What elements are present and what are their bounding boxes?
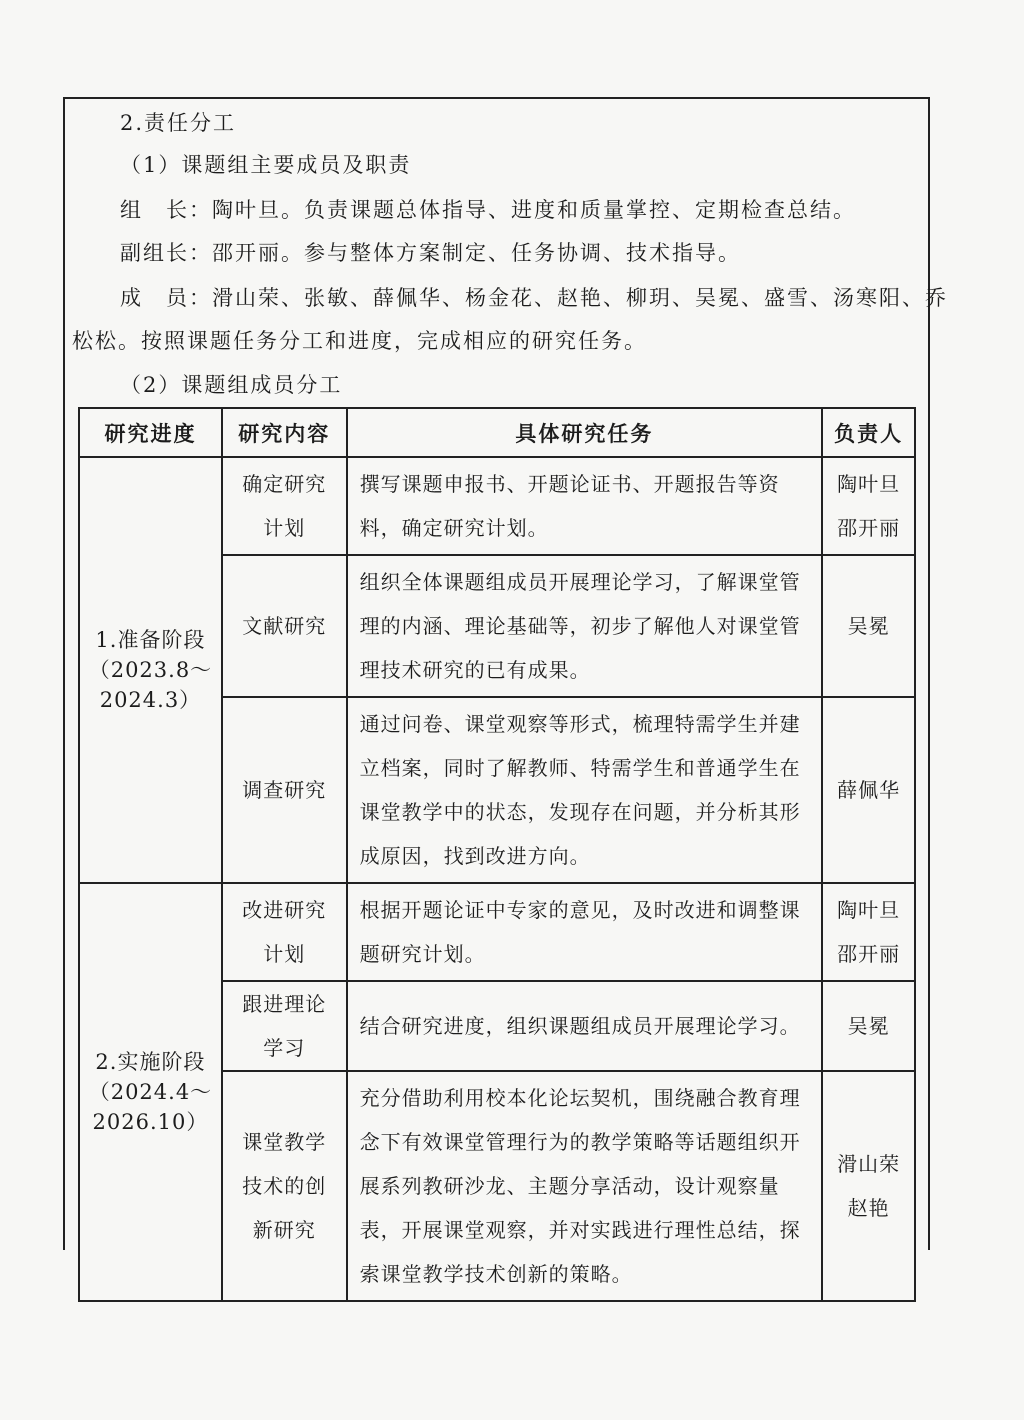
content-line: 技术的创 [242,1174,327,1198]
content-cell [222,1071,347,1301]
content-cell [222,555,347,697]
lead-name: 薛佩华 [837,778,901,802]
lead-name: 赵艳 [847,1196,890,1220]
division-table [78,407,916,1302]
header-progress: 研究进度 [79,408,222,457]
lead-name: 陶叶旦 [837,898,901,922]
content-line: 课堂教学 [242,1130,327,1154]
stage-period-end: 2026.10） [92,1110,209,1134]
content-cell [222,981,347,1071]
stage-period-start: （2023.8～ [88,658,213,682]
stage-period-start: （2024.4～ [88,1080,213,1104]
lead-cell [822,883,915,981]
lead-name: 邵开丽 [837,942,901,966]
stage-cell-preparation [79,457,222,883]
header-content: 研究内容 [222,408,347,457]
lead-name: 吴冕 [847,614,890,638]
table-header-row [79,408,915,457]
section-heading: 2.责任分工 [120,111,237,135]
task-cell: 根据开题论证中专家的意见，及时改进和调整课题研究计划。 [347,883,823,981]
content-cell [222,697,347,883]
task-cell: 撰写课题申报书、开题论证书、开题报告等资料，确定研究计划。 [347,457,823,555]
deputy-line: 副组长：邵开丽。参与整体方案制定、任务协调、技术指导。 [120,241,741,265]
subsection-division: （2）课题组成员分工 [120,373,343,397]
stage-period-end: 2024.3） [99,688,202,712]
lead-name: 吴冕 [847,1014,890,1038]
content-line: 跟进理论 [242,992,327,1016]
table-row [79,883,915,981]
header-lead: 负责人 [822,408,915,457]
lead-name: 陶叶旦 [837,472,901,496]
content-line: 确定研究 [242,472,327,496]
lead-name: 邵开丽 [837,516,901,540]
task-cell: 组织全体课题组成员开展理论学习，了解课堂管理的内涵、理论基础等，初步了解他人对课堂管理技术研究的已有成果。 [347,555,823,697]
content-cell [222,883,347,981]
members-line-1: 成 员：滑山荣、张敏、薛佩华、杨金花、赵艳、柳玥、吴冕、盛雪、汤寒阳、乔 [120,286,948,310]
content-line: 调查研究 [242,778,327,802]
lead-cell [822,1071,915,1301]
lead-cell [822,555,915,697]
content-line: 计划 [263,516,306,540]
stage-cell-implementation [79,883,222,1301]
content-line: 计划 [263,942,306,966]
content-line: 学习 [263,1036,306,1060]
lead-cell [822,697,915,883]
lead-cell [822,457,915,555]
task-cell: 充分借助利用校本化论坛契机，围绕融合教育理念下有效课堂管理行为的教学策略等话题组织开展系列教研沙龙、主题分享活动，设计观察量表，开展课堂观察，并对实践进行理性总结，探索课堂教学技术创新的策略。 [347,1071,823,1301]
lead-name: 滑山荣 [837,1152,901,1176]
stage-label: 2.实施阶段 [95,1050,206,1074]
subsection-members-duties: （1）课题组主要成员及职责 [120,153,412,177]
task-cell: 通过问卷、课堂观察等形式，梳理特需学生并建立档案，同时了解教师、特需学生和普通学生在课堂教学中的状态，发现存在问题，并分析其形成原因，找到改进方向。 [347,697,823,883]
content-line: 新研究 [252,1218,316,1242]
stage-label: 1.准备阶段 [95,628,206,652]
leader-line: 组 长：陶叶旦。负责课题总体指导、进度和质量掌控、定期检查总结。 [120,198,856,222]
table-row [79,457,915,555]
content-line: 改进研究 [242,898,327,922]
lead-cell [822,981,915,1071]
task-cell: 结合研究进度，组织课题组成员开展理论学习。 [347,981,823,1071]
members-line-2: 松松。按照课题任务分工和进度，完成相应的研究任务。 [72,329,647,353]
content-cell [222,457,347,555]
header-task: 具体研究任务 [347,408,823,457]
content-line: 文献研究 [242,614,327,638]
